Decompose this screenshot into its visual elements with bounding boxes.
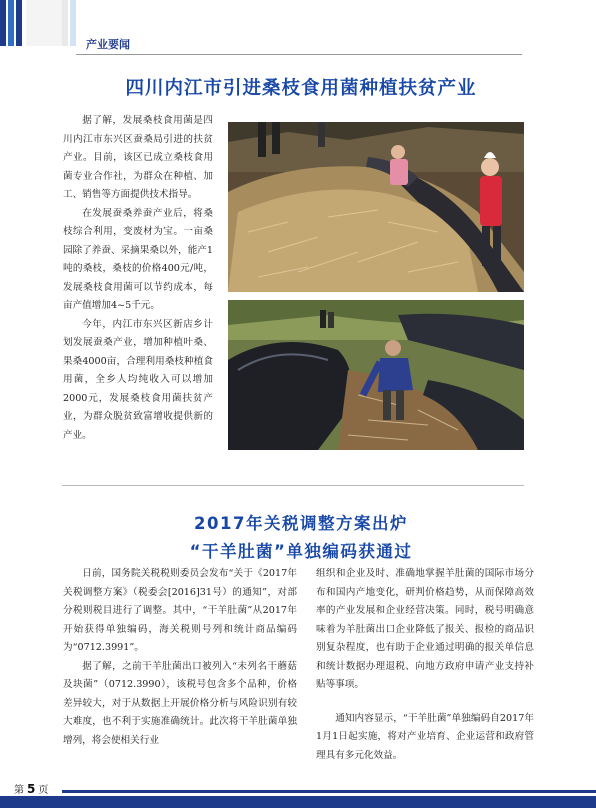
header-decor-bar [0,0,6,46]
header-decor-bar [26,0,62,46]
section-rule [76,54,522,55]
paragraph: 组织和企业及时、准确地掌握羊肚菌的国际市场分布和国内产地变化，研判价格趋势，从而保障高效率的产业发展和企业经营决策。同时，税号明确意味着为羊肚菌出口企业降低了报关、报检的商品识别复杂程度，也有助于企业通过明确的报关单信息和统计数据办理退税、向地方政府申请产业支持补贴等事项。 [316,568,534,690]
mushroom-farm-photo-1 [228,122,524,292]
page-number-value: 5 [27,782,36,796]
paragraph: 据了解，之前干羊肚菌出口被列入“未列名干蘑菇及块菌”（0712.3990），该税号包含多个品种，价格差异较大，对于从数据上开展价格分析与风险识别有较大难度，也不利于实施准确统计。此次将干羊肚菌单独增列，将会使相关行业 [63,660,297,746]
mushroom-farm-photo-2 [228,300,524,450]
header-decor-bar [8,0,14,46]
article1-title: 四川内江市引进桑枝食用菌种植扶贫产业 [125,78,477,99]
paragraph: 今年，内江市东兴区新店乡计划发展蚕桑产业，增加种植叶桑、果桑4000亩，合理利用桑枝种植食用菌，全乡人均纯收入可以增加2000元，发展桑枝食用菌扶贫产业，为群众脱贫致富增收提供新的产业。 [63,318,213,441]
page-prefix: 第 [14,785,24,796]
article-divider [62,485,524,486]
footer-bar [0,796,596,808]
article2-right-column [316,565,534,765]
page-number [14,781,48,796]
footer-rule [62,790,596,793]
paragraph: 通知内容显示，“干羊肚菌”单独编码自2017年1月1日起实施，将对产业培育、企业运营和政府管理具有多元化效益。 [316,712,534,761]
paragraph: 在发展蚕桑养蚕产业后，将桑枝综合利用，变废材为宝。一亩桑园除了养蚕、采摘果桑以外，能产1吨的桑枝，桑枝的价格400元/吨，发展桑枝食用菌可以节约成本，每亩产值增加4~5千元。 [63,207,214,311]
header-decor-bar [62,0,68,46]
paragraph: 据了解，发展桑枝食用菌是四川内江市东兴区蚕桑局引进的扶贫产业。目前，该区已成立桑枝食用菌专业合作社，为群众在种植、加工、销售等方面提供技术指导。 [63,115,213,200]
page-suffix: 页 [38,785,49,796]
article1-body [63,112,213,445]
article2-title-line2: “干羊肚菌”单独编码获通过 [189,542,413,561]
article2-left-column [63,565,297,750]
article2-title-line1: 2017年关税调整方案出炉 [194,514,408,533]
header-decor-bar [16,0,22,46]
section-label: 产业要闻 [86,38,130,51]
paragraph: 日前，国务院关税税则委员会发布“关于《2017年关税调整方案》（税委会[2016]31号）的通知”，对部分税则税目进行了调整。其中，“干羊肚菌”从2017年开始获得单独编码，海关税则号列和统计商品编码为“0712.3991”。 [63,568,297,653]
header-decor-bar [70,0,76,46]
